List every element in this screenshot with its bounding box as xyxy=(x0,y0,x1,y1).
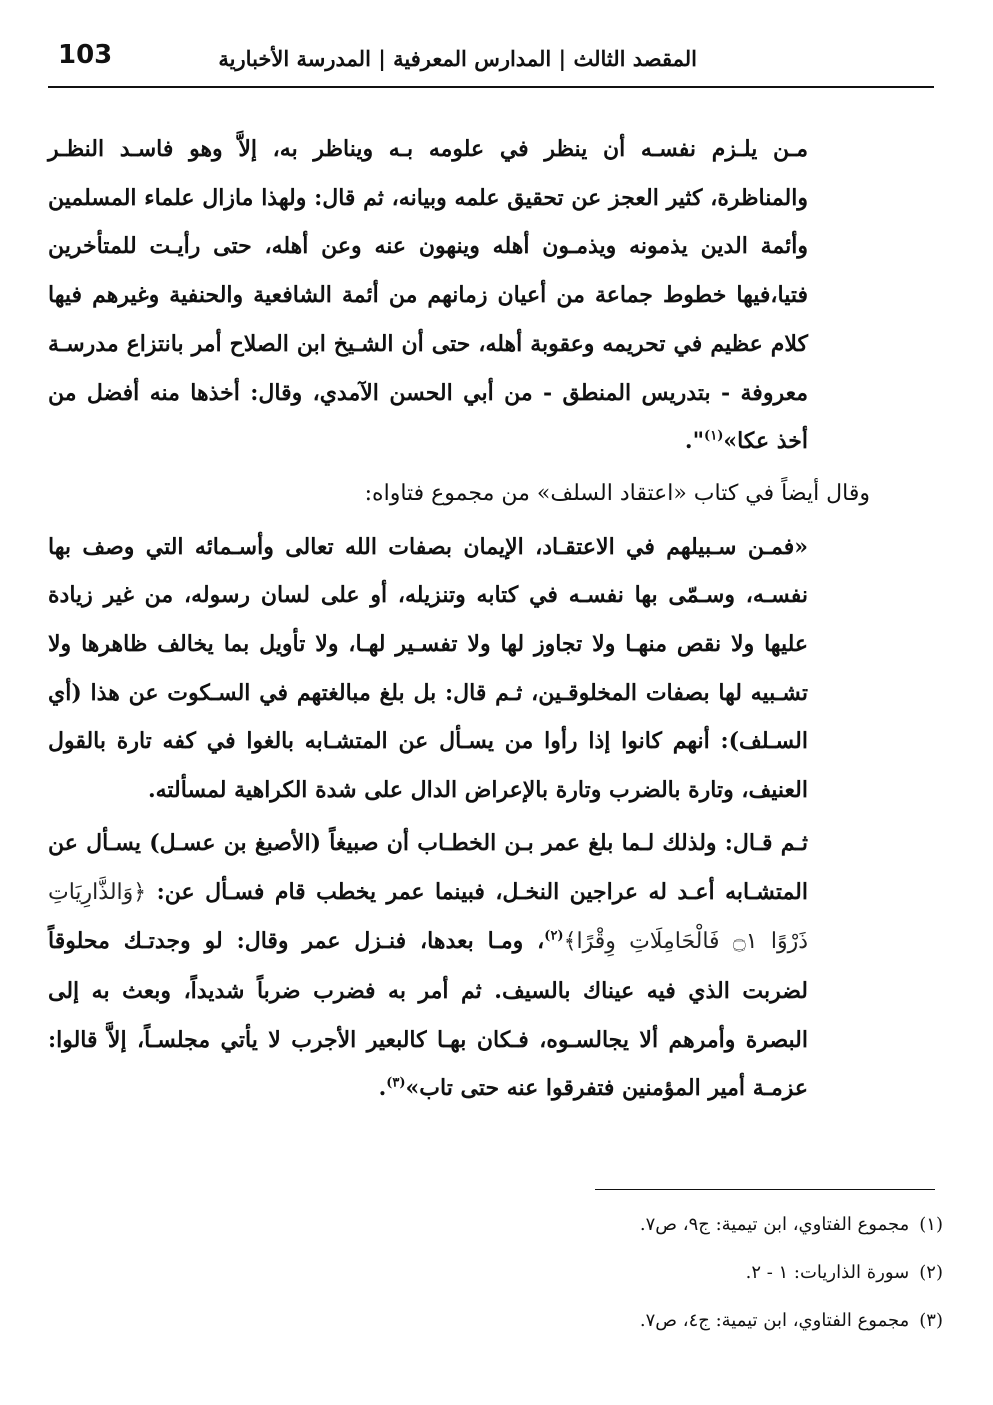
page-number: 103 xyxy=(58,40,113,70)
running-header: المقصد الثالث | المدارس المعرفية | المدرسة الأخبارية xyxy=(218,46,697,71)
footnote-number: (٣) xyxy=(919,1310,943,1331)
header-rule xyxy=(48,86,934,88)
footnote-number: (٢) xyxy=(919,1262,943,1283)
paragraph-4-text-a: ثـم قـال: ولذلك لـما بلغ عمر بـن الخطـاب أن صبيغاً (الأصبغ بن عسـل) يسـأل عن المتشـابه أعـد له عراجين النخـل، فبينما عمر يخطب قام فسـأل عن: xyxy=(48,829,808,905)
paragraph-1 xyxy=(48,125,808,466)
paragraph-4-end: . xyxy=(378,1075,387,1102)
footnote-ref-2: (٢) xyxy=(544,928,564,944)
paragraph-3: «فمـن سـبيلهم في الاعتقـاد، الإيمان بصفات الله تعالى وأسـمائه التي وصف بها نفسـه، وسـمّى بها نفسـه في كتابه وتنزيله، أو على لسان رسوله، من غير زيادة عليها ولا نقص منهـا ولا تجاوز لها ولا تفسـير لهـا، ولا تأويل بما يخالف ظاهرها ولا تشـبيه لها بصفات المخلوقـين، ثـم قال: بل بلغ مبالغتهم في السـكوت عن هذا (أي السـلف): أنهم كانوا إذا رأوا من يسـأل عن المتشـابه بالغوا في كفه تارة بالقول العنيف، وتارة بالضرب وتارة بالإعراض الدال على شدة الكراهية لمسألته. xyxy=(48,533,808,804)
paragraph-4-text-b: ، ومـا بعدها، فنـزل عمر وقال: لو وجدتـك محلوقاً لضربت الذي فيه عيناك بالسيف. ثم أمر به فضرب ضرباً شديداً، وبعث به إلى البصرة وأمرهم ألا يجالسـوه، فـكان بهـا كالبعير الأجرب لا يأتي مجلسـاً، إلاَّ قالوا: عزمـة أمير المؤمنين فتفرقوا عنه حتى تاب» xyxy=(48,928,808,1102)
paragraph-4 xyxy=(48,819,808,1113)
paragraph-2: وقال أيضاً في كتاب «اعتقاد السلف» من مجموع فتاواه: xyxy=(364,480,870,506)
paragraph-1-end: ". xyxy=(684,428,705,455)
footnote-number: (١) xyxy=(919,1214,943,1235)
footnotes xyxy=(383,1205,943,1349)
footnote-text: مجموع الفتاوي، ابن تيمية: ج٤، ص٧. xyxy=(639,1310,910,1331)
quran-verse: ﴿وَالذَّارِيَاتِ ذَرْوًا ۝١ فَالْحَامِلَاتِ وِقْرًا﴾ xyxy=(48,879,809,955)
footnote-rule xyxy=(595,1189,935,1190)
main-text xyxy=(48,125,870,1117)
footnote-text: سورة الذاريات: ١ - ٢. xyxy=(745,1262,910,1283)
footnote-text: مجموع الفتاوي، ابن تيمية: ج٩، ص٧. xyxy=(639,1214,910,1235)
footnote-item xyxy=(383,1205,943,1253)
footnote-item xyxy=(383,1253,943,1301)
footnote-ref-1: (١) xyxy=(704,428,724,444)
paragraph-1-text: مـن يلـزم نفسـه أن ينظر في علومه بـه ويناظر به، إلاَّ وهو فاسـد النظـر والمناظرة، كثير العجز عن تحقيق علمه وبيانه، ثم قال: ولهذا مازال علماء المسلمين وأئمة الدين يذمونه ويذمـون أهله وينهون عنه وعن أهله، حتى رأيـت للمتأخرين فتيا،فيها خطوط جماعة من أعيان زمانهم من أئمة الشافعية والحنفية وغيرهم فيها كلام عظيم في تحريمه وعقوبة أهله، حتى أن الشـيخ ابن الصلاح أمر بانتزاع مدرسـة معروفة - بتدريس المنطق - من أبي الحسن الآمدي، وقال: أخذها منه أفضل من أخذ عكا» xyxy=(48,136,808,455)
footnote-item xyxy=(383,1301,943,1349)
footnote-ref-3: (٣) xyxy=(386,1076,406,1092)
